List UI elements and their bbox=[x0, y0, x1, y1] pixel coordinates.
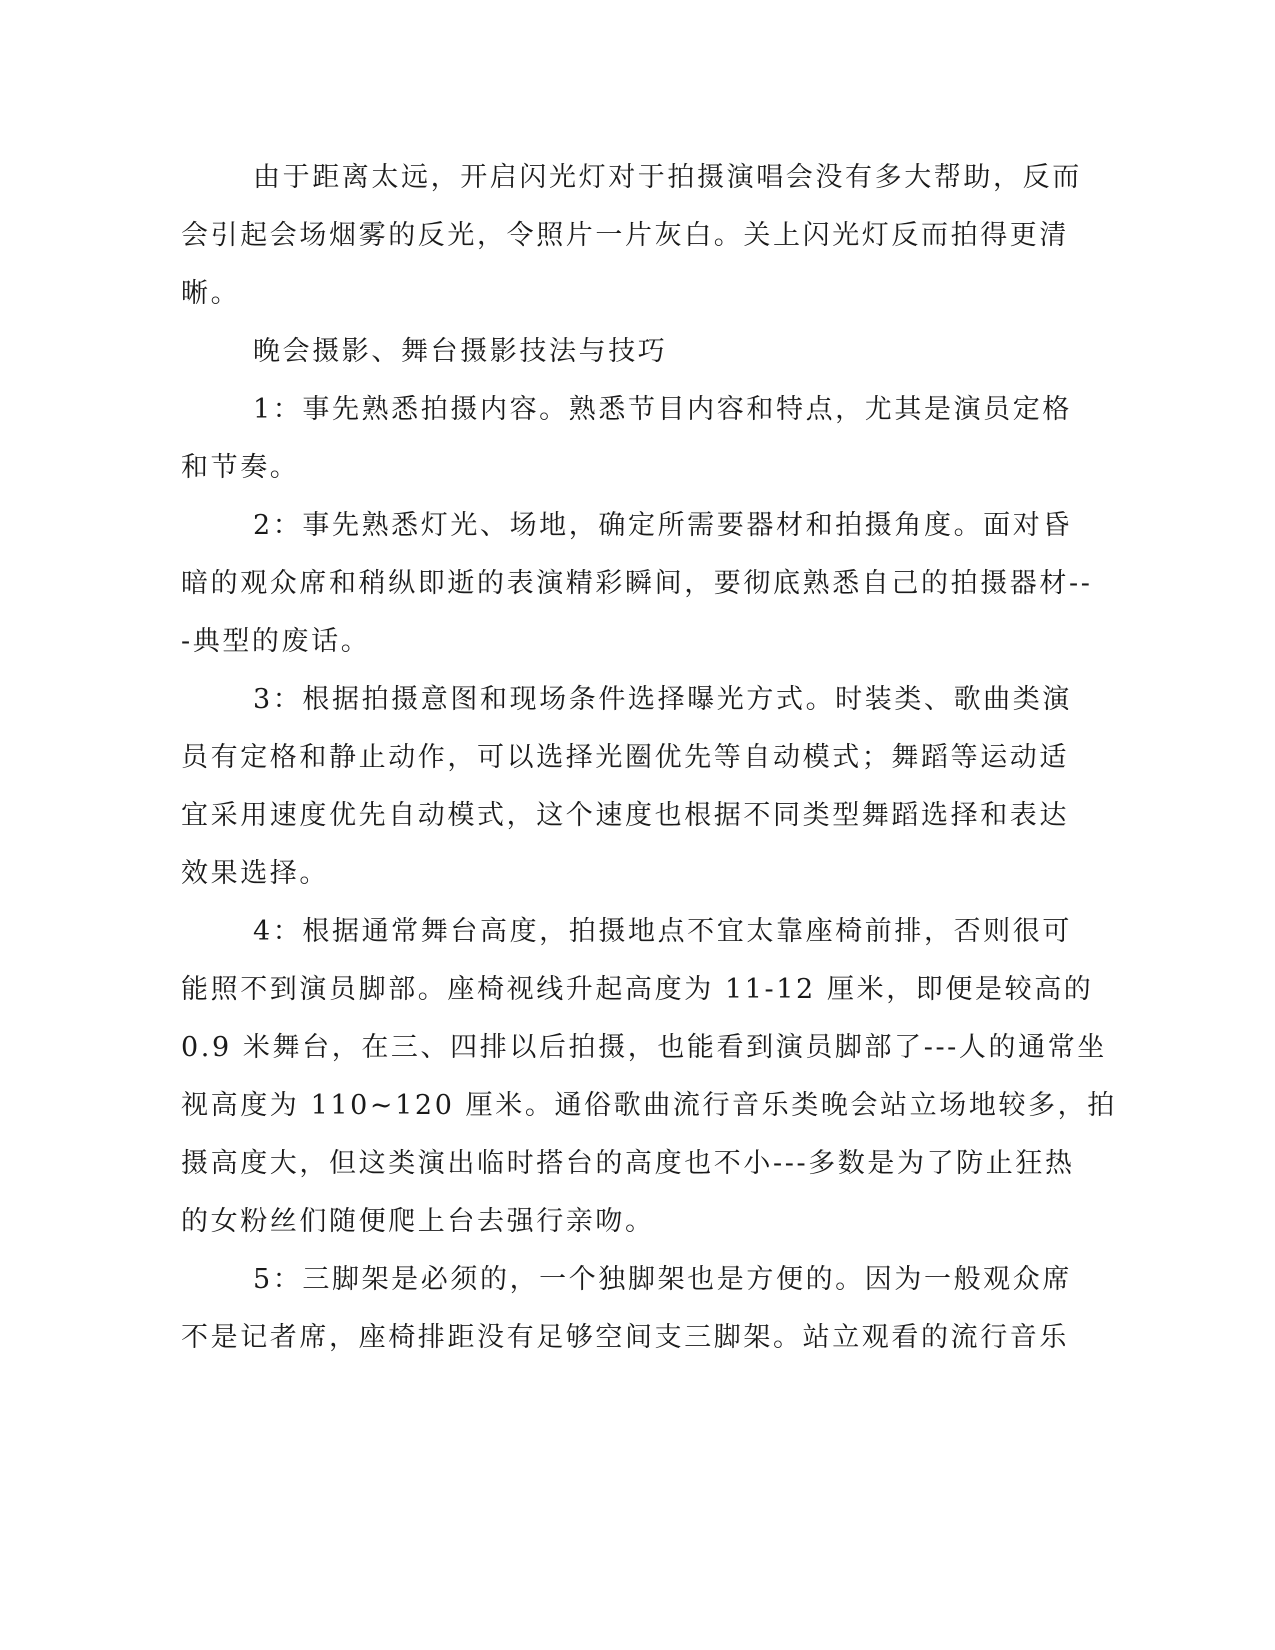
tip-3-line-2: 员有定格和静止动作，可以选择光圈优先等自动模式；舞蹈等运动适 bbox=[181, 742, 1069, 773]
tip-3-line-3: 宜采用速度优先自动模式，这个速度也根据不同类型舞蹈选择和表达 bbox=[181, 800, 1069, 831]
section-heading: 晚会摄影、舞台摄影技法与技巧 bbox=[253, 336, 668, 367]
tip-3-line-1: 3：根据拍摄意图和现场条件选择曝光方式。时装类、歌曲类演 bbox=[253, 684, 1072, 715]
tip-1-line-1: 1：事先熟悉拍摄内容。熟悉节目内容和特点，尤其是演员定格 bbox=[253, 394, 1072, 425]
tip-4-line-1: 4：根据通常舞台高度，拍摄地点不宜太靠座椅前排，否则很可 bbox=[253, 916, 1072, 947]
paragraph-flash-line-1: 由于距离太远，开启闪光灯对于拍摄演唱会没有多大帮助，反而 bbox=[253, 162, 1082, 193]
tip-4-line-6: 的女粉丝们随便爬上台去强行亲吻。 bbox=[181, 1206, 655, 1237]
tip-4-line-4: 视高度为 110~120 厘米。通俗歌曲流行音乐类晚会站立场地较多，拍 bbox=[181, 1090, 1117, 1121]
tip-4-line-3: 0.9 米舞台，在三、四排以后拍摄，也能看到演员脚部了---人的通常坐 bbox=[181, 1032, 1107, 1063]
paragraph-flash-line-2: 会引起会场烟雾的反光，令照片一片灰白。关上闪光灯反而拍得更清 bbox=[181, 220, 1069, 251]
tip-4-line-2: 能照不到演员脚部。座椅视线升起高度为 11-12 厘米，即便是较高的 bbox=[181, 974, 1094, 1005]
tip-5-line-1: 5：三脚架是必须的，一个独脚架也是方便的。因为一般观众席 bbox=[253, 1264, 1072, 1295]
tip-3-line-4: 效果选择。 bbox=[181, 858, 329, 889]
tip-2-line-1: 2：事先熟悉灯光、场地，确定所需要器材和拍摄角度。面对昏 bbox=[253, 510, 1072, 541]
paragraph-flash-line-3: 晰。 bbox=[181, 278, 241, 309]
tip-4-line-5: 摄高度大，但这类演出临时搭台的高度也不小---多数是为了防止狂热 bbox=[181, 1148, 1075, 1179]
tip-2-line-2: 暗的观众席和稍纵即逝的表演精彩瞬间，要彻底熟悉自己的拍摄器材-- bbox=[181, 568, 1093, 599]
tip-5-line-2: 不是记者席，座椅排距没有足够空间支三脚架。站立观看的流行音乐 bbox=[181, 1322, 1069, 1353]
tip-1-line-2: 和节奏。 bbox=[181, 452, 300, 483]
tip-2-line-3: -典型的废话。 bbox=[181, 626, 371, 657]
